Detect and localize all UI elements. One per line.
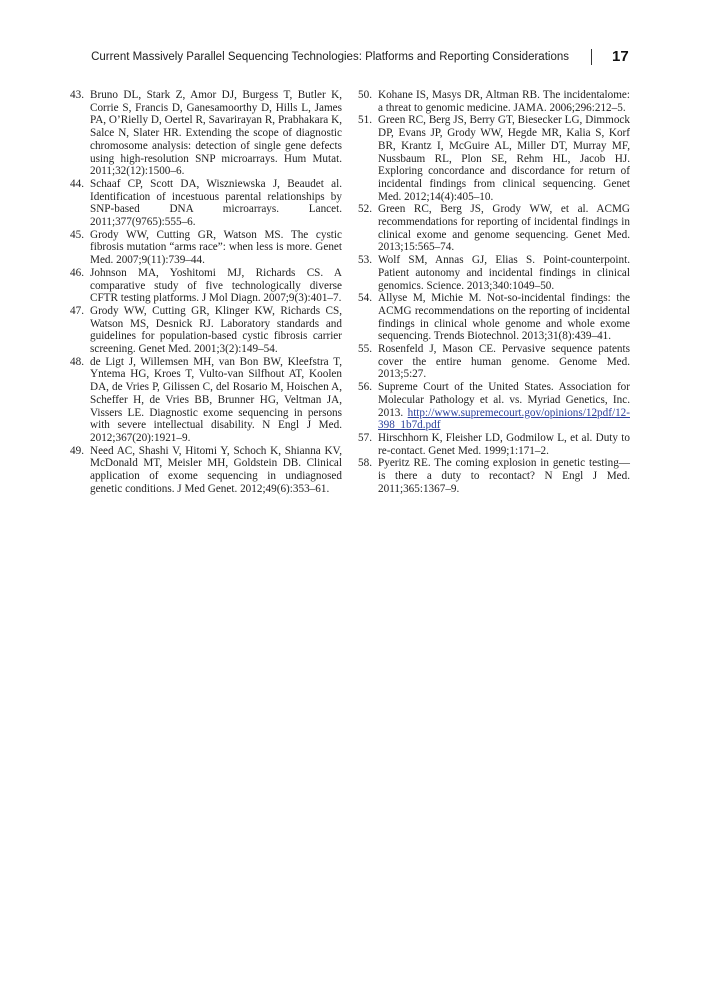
references-column-right	[358, 89, 630, 496]
reference-number: 49.	[70, 444, 84, 457]
reference-item	[358, 203, 630, 254]
reference-item	[70, 267, 342, 305]
reference-item	[358, 89, 630, 114]
reference-text: Supreme Court of the United States. Association for Molecular Pathology et al. vs. Myriad Genetics, Inc. 2013.	[378, 381, 630, 419]
reference-number: 52.	[358, 203, 372, 216]
reference-item	[358, 381, 630, 432]
reference-link[interactable]: http://www.supremecourt.gov/opinions/12pdf/12-398_1b7d.pdf	[378, 406, 630, 432]
reference-number: 48.	[70, 355, 84, 368]
reference-number: 58.	[358, 457, 372, 470]
page-number: 17	[612, 48, 629, 65]
reference-item	[70, 229, 342, 267]
reference-text: Schaaf CP, Scott DA, Wiszniewska J, Beaudet al. Identification of incestuous parental relationships by SNP-based DNA microarrays. Lancet. 2011;377(9765):555–6.	[90, 177, 342, 229]
reference-text: Kohane IS, Masys DR, Altman RB. The incidentalome: a threat to genomic medicine. JAMA. 2006;296:212–5.	[378, 89, 630, 114]
reference-number: 45.	[70, 228, 84, 241]
reference-number: 51.	[358, 114, 372, 127]
references-column-left	[70, 89, 342, 496]
reference-text: Bruno DL, Stark Z, Amor DJ, Burgess T, Butler K, Corrie S, Francis D, Ganesamoorthy D, Hills L, James PA, O’Rielly D, Oertel R, Savarirayan R, Prabhakara K, Salce N, Slater HR. Extending the scope of diagnostic chromosome analysis: detection of single gene defects using high-resolution SNP microarrays. Hum Mutat. 2011;32(12):1500–6.	[90, 89, 342, 178]
reference-item	[358, 114, 630, 203]
reference-number: 56.	[358, 381, 372, 394]
reference-item	[70, 356, 342, 445]
reference-text: de Ligt J, Willemsen MH, van Bon BW, Kleefstra T, Yntema HG, Kroes T, Vulto-van Silfhout AT, Koolen DA, de Vries P, Gilissen C, del Rosario M, Hoischen A, Scheffer H, de Vries BB, Brunner HG, Veltman JA, Vissers LE. Diagnostic exome sequencing in persons with severe intellectual disability. N Engl J Med. 2012;367(20):1921–9.	[90, 355, 342, 444]
reference-number: 47.	[70, 304, 84, 317]
reference-number: 57.	[358, 431, 372, 444]
reference-number: 43.	[70, 89, 84, 101]
reference-number: 53.	[358, 254, 372, 267]
reference-item	[358, 432, 630, 457]
reference-item	[70, 305, 342, 356]
reference-item	[358, 457, 630, 495]
reference-item	[70, 89, 342, 178]
running-head	[0, 48, 701, 68]
reference-item	[358, 343, 630, 381]
reference-item	[70, 445, 342, 496]
reference-text: Need AC, Shashi V, Hitomi Y, Schoch K, Shianna KV, McDonald MT, Meisler MH, Goldstein DB. Clinical application of exome sequencing in undiagnosed genetic conditions. J Med Genet. 2012;49(6):353–61.	[90, 444, 342, 495]
reference-text: Grody WW, Cutting GR, Watson MS. The cystic fibrosis mutation “arms race”: when less is more. Genet Med. 2007;9(11):739–44.	[90, 228, 342, 267]
reference-number: 44.	[70, 177, 84, 190]
reference-text: Pyeritz RE. The coming explosion in genetic testing—is there a duty to recontact? N Engl J Med. 2011;365:1367–9.	[378, 457, 630, 495]
reference-text: Green RC, Berg JS, Berry GT, Biesecker LG, Dimmock DP, Evans JP, Grody WW, Hegde MR, Kalia S, Korf BR, Krantz I, McGuire AL, Miller DT, Murray MF, Nussbaum RL, Plon SE, Rehm HL, Jacob HJ. Exploring concordance and discordance for return of incidental findings from clinical sequencing. Genet Med. 2012;14(4):405–10.	[378, 114, 630, 203]
reference-text: Allyse M, Michie M. Not-so-incidental findings: the ACMG recommendations on the reporting of incidental findings in clinical whole genome and whole exome sequencing. Trends Biotechnol. 2013;31(8):439–41.	[378, 292, 630, 343]
reference-number: 54.	[358, 292, 372, 305]
reference-text: Hirschhorn K, Fleisher LD, Godmilow L, et al. Duty to re-contact. Genet Med. 1999;1:171–2.	[378, 431, 630, 457]
reference-number: 55.	[358, 343, 372, 356]
running-title: Current Massively Parallel Sequencing Technologies: Platforms and Reporting Considerations	[91, 51, 569, 63]
reference-item	[358, 254, 630, 292]
reference-number: 46.	[70, 266, 84, 279]
reference-text: Rosenfeld J, Mason CE. Pervasive sequence patents cover the entire human genome. Genome Med. 2013;5:27.	[378, 343, 630, 381]
reference-item	[358, 292, 630, 343]
reference-text: Johnson MA, Yoshitomi MJ, Richards CS. A comparative study of five technologically diverse CFTR testing platforms. J Mol Diagn. 2007;9(3):401–7.	[90, 266, 342, 305]
reference-text: Grody WW, Cutting GR, Klinger KW, Richards CS, Watson MS, Desnick RJ. Laboratory standards and guidelines for population-based cystic fibrosis carrier screening. Genet Med. 2001;3(2):149–54.	[90, 304, 342, 356]
reference-text: Green RC, Berg JS, Grody WW, et al. ACMG recommendations for reporting of incidental findings in clinical exome and genome sequencing. Genet Med. 2013;15:565–74.	[378, 203, 630, 254]
reference-text: Wolf SM, Annas GJ, Elias S. Point-counterpoint. Patient autonomy and incidental findings in clinical genomics. Science. 2013;340:1049–50.	[378, 254, 630, 292]
header-separator	[591, 49, 592, 65]
reference-number: 50.	[358, 89, 372, 101]
reference-item	[70, 178, 342, 229]
